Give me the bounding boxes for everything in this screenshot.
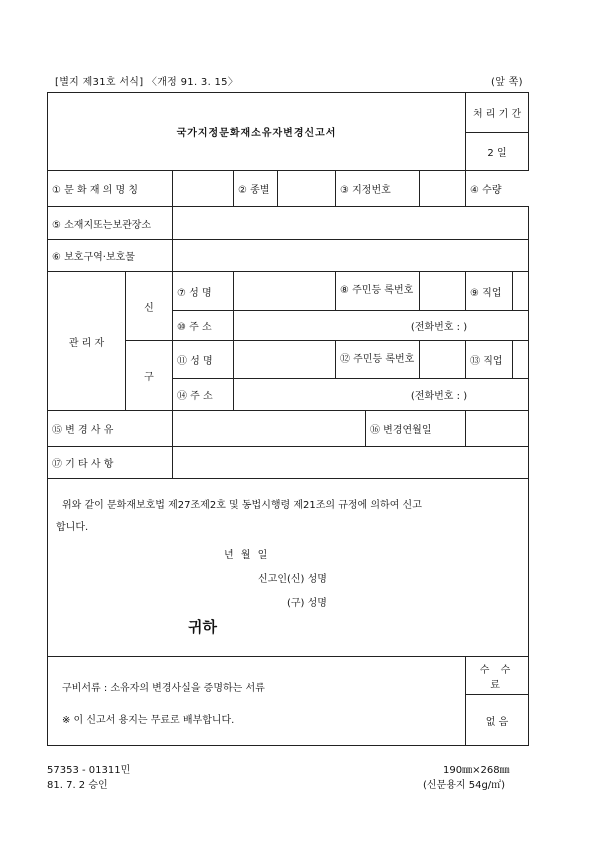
change-date-field[interactable] (466, 411, 529, 447)
location-field[interactable] (173, 207, 529, 240)
location-label: ⑤ 소재지또는보관장소 (48, 207, 173, 240)
declaration-text-2: 합니다. (56, 522, 89, 533)
new-job-label: ⑨ 직업 (466, 272, 513, 310)
page-side: (앞 쪽) (491, 77, 523, 88)
free-distribution-note: ※ 이 신고서 용지는 무료로 배부합니다. (62, 715, 235, 726)
old-job-cell[interactable] (466, 341, 529, 379)
quantity-cell[interactable] (466, 171, 529, 207)
paper-type: (신문용지 54g/㎡) (423, 780, 506, 791)
designation-number-field[interactable] (420, 171, 466, 207)
addressee: 귀하 (188, 618, 217, 636)
new-address-field[interactable] (234, 311, 529, 341)
form-code: 57353 - 01311민 (47, 765, 131, 776)
new-owner-label: 신 (126, 272, 173, 341)
old-owner-label: 구 (126, 341, 173, 411)
new-address-label: ⑩ 주 소 (173, 311, 234, 341)
fee-value: 없 음 (466, 695, 529, 746)
form-number: [별지 제31호 서식] 〈개정 91. 3. 15〉 (55, 77, 239, 88)
new-name-field[interactable] (234, 272, 336, 311)
new-phone: (전화번호 : ) (410, 322, 468, 333)
manager-label: 관 리 자 (48, 272, 126, 411)
old-address-label: ⑭ 주 소 (173, 379, 234, 411)
form-title: 국가지정문화재소유자변경신고서 (48, 93, 466, 171)
report-form (47, 92, 529, 746)
old-name-field[interactable] (234, 341, 336, 379)
new-name-label: ⑦ 성 명 (173, 272, 234, 311)
processing-period-value: 2 일 (466, 133, 529, 171)
old-address-field[interactable] (234, 379, 529, 411)
declaration-text: 위와 같이 문화재보호법 제27조제2호 및 동법시행령 제21조의 규정에 의하여 신고 (62, 500, 422, 511)
new-job-cell[interactable] (466, 272, 529, 311)
old-job-label: ⑬ 직업 (466, 341, 513, 378)
misc-field[interactable] (173, 447, 529, 479)
protection-zone-field[interactable] (173, 240, 529, 272)
old-name-label: ⑪ 성 명 (173, 341, 234, 379)
fee-label: 수 수 료 (466, 657, 529, 695)
old-reporter-sign[interactable]: (구) 성명 (287, 598, 327, 609)
declaration-area (48, 479, 529, 657)
new-job-field[interactable] (513, 272, 528, 310)
type-label: ② 종별 (234, 171, 278, 207)
change-date-label: ⑯ 변경연월일 (366, 411, 466, 447)
change-reason-label: ⑮ 변 경 사 유 (48, 411, 173, 447)
misc-label: ⑰ 기 타 사 항 (48, 447, 173, 479)
heritage-name-label: ① 문 화 재 의 명 칭 (48, 171, 173, 207)
heritage-name-field[interactable] (173, 171, 234, 207)
attachments-area (48, 657, 466, 746)
new-rrn-field[interactable] (420, 272, 466, 311)
quantity-label: ④ 수량 (470, 185, 502, 196)
old-phone: (전화번호 : ) (410, 391, 468, 402)
declaration-date: 년 월 일 (224, 550, 270, 561)
old-job-field[interactable] (513, 341, 528, 378)
paper-size: 190㎜×268㎜ (443, 765, 510, 776)
processing-period-label: 처 리 기 간 (466, 93, 529, 133)
approval-date: 81. 7. 2 승인 (47, 780, 108, 791)
designation-number-label: ③ 지정번호 (336, 171, 420, 207)
type-field[interactable] (278, 171, 336, 207)
old-rrn-label: ⑫ 주민등 록번호 (336, 341, 420, 379)
new-reporter-sign[interactable]: 신고인(신) 성명 (258, 574, 327, 585)
change-reason-field[interactable] (173, 411, 366, 447)
required-documents: 구비서류 : 소유자의 변경사실을 증명하는 서류 (62, 683, 265, 694)
new-rrn-label: ⑧ 주민등 록번호 (336, 272, 420, 311)
protection-zone-label: ⑥ 보호구역·보호물 (48, 240, 173, 272)
old-rrn-field[interactable] (420, 341, 466, 379)
